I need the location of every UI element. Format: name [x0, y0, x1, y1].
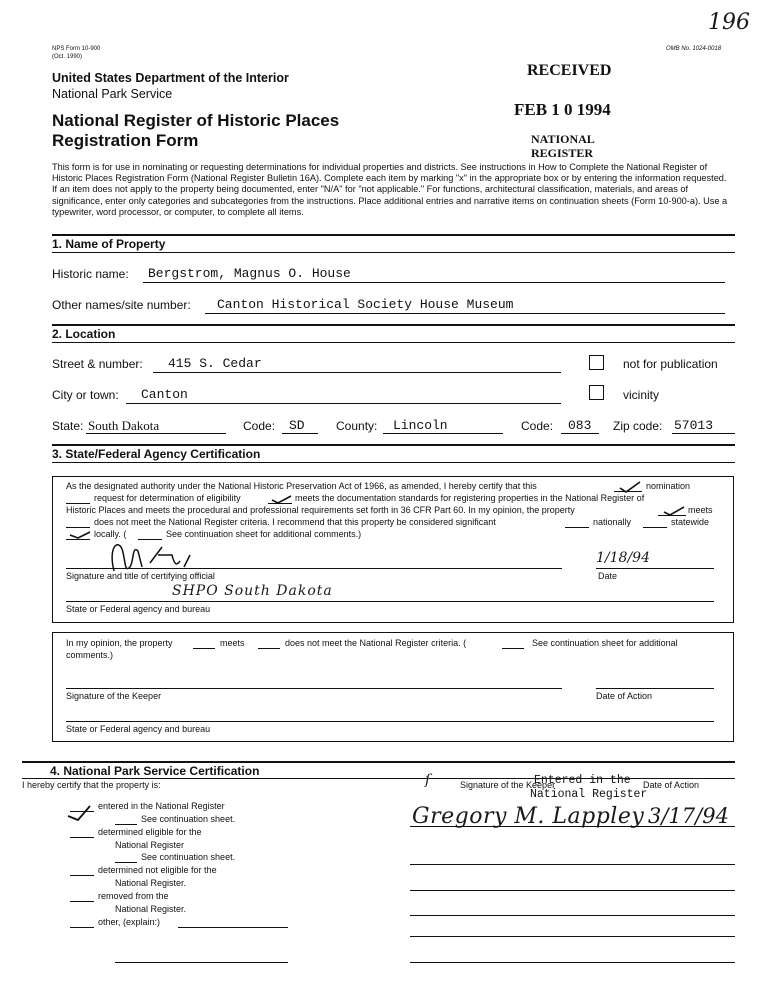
- vicinity-label: vicinity: [623, 388, 660, 402]
- removed-blank[interactable]: [70, 901, 94, 902]
- historic-name-value[interactable]: Bergstrom, Magnus O. House: [148, 266, 351, 281]
- cert-meets: meets: [688, 505, 713, 515]
- other-explain-line[interactable]: [178, 927, 288, 928]
- city-label: City or town:: [52, 388, 119, 402]
- department: United States Department of the Interior: [52, 71, 289, 85]
- nps-sig-line-1: [410, 826, 735, 827]
- bureau2-line: [66, 721, 714, 722]
- other-names-value[interactable]: Canton Historical Society House Museum: [217, 297, 514, 312]
- nps-sig-line-6: [410, 962, 735, 963]
- cert-signature-line: [66, 568, 562, 569]
- cert-nationally: nationally: [593, 517, 632, 527]
- cert-line-1: As the designated authority under the National Historic Preservation Act of 1966, as amended, I hereby certify that this: [66, 481, 537, 491]
- historic-name-label: Historic name:: [52, 267, 129, 281]
- section-1-heading: 1. Name of Property: [52, 237, 166, 251]
- cert-date-label: Date: [598, 571, 618, 581]
- zip-value[interactable]: 57013: [674, 418, 714, 433]
- county-code-label: Code:: [521, 419, 554, 433]
- date-action-label: Date of Action: [596, 691, 653, 701]
- opinion-comments: comments.): [66, 650, 114, 660]
- cert-bureau-line: [66, 601, 714, 602]
- state-label: State:: [52, 419, 84, 433]
- initials-mark: ſ: [425, 772, 431, 788]
- county-label: County:: [336, 419, 378, 433]
- cert-nomination: nomination: [646, 481, 691, 491]
- zip-label: Zip code:: [613, 419, 663, 433]
- city-value[interactable]: Canton: [141, 387, 188, 402]
- bureau2-label: State or Federal agency and bureau: [66, 724, 211, 734]
- typed-national-register: National Register: [530, 788, 648, 801]
- page-title: National Register of Historic Places: [52, 111, 340, 130]
- entered-blank[interactable]: [70, 811, 94, 812]
- sig-keeper-label: Signature of the Keeper: [460, 780, 556, 790]
- cert-line-2-end: meets the documentation standards for registering properties in the National Register of: [295, 493, 645, 503]
- cert-bureau-label: State or Federal agency and bureau: [66, 604, 211, 614]
- opinion-does-not-meet: does not meet the National Register criteria. (: [285, 638, 467, 648]
- nps-sig-line-2: [410, 864, 735, 865]
- other-names-label: Other names/site number:: [52, 298, 191, 312]
- street-value[interactable]: 415 S. Cedar: [168, 356, 262, 371]
- date-action-line: [596, 688, 714, 689]
- opt-eligible-see: See continuation sheet.: [141, 852, 236, 862]
- opt-entered-see: See continuation sheet.: [141, 814, 236, 824]
- page-annotation: 196: [708, 10, 750, 35]
- opinion-continuation-blank[interactable]: [502, 648, 524, 649]
- section-2-heading: 2. Location: [52, 327, 116, 341]
- opt-eligible-b: National Register: [115, 840, 185, 850]
- typed-entered: Entered in the: [534, 774, 631, 787]
- official-title: SHPO South Dakota: [172, 583, 333, 599]
- date-action-4-label: Date of Action: [643, 780, 700, 790]
- cert-signature-label: Signature and title of certifying official: [66, 571, 215, 581]
- keeper-handwritten-signature: Gregory M. Lappley: [412, 804, 645, 829]
- nps-sig-line-5: [410, 936, 735, 937]
- section-3-heading: 3. State/Federal Agency Certification: [52, 447, 261, 461]
- nps-sig-line-4: [410, 915, 735, 916]
- state-code-value[interactable]: SD: [289, 418, 305, 433]
- entered-continuation-blank[interactable]: [115, 824, 137, 825]
- opt-not-eligible-a: determined not eligible for the: [98, 865, 217, 875]
- other-blank[interactable]: [70, 927, 94, 928]
- form-number: NPS Form 10-900: [52, 46, 101, 52]
- received-stamp: RECEIVED: [527, 62, 612, 79]
- state-code-label: Code:: [243, 419, 276, 433]
- street-label: Street & number:: [52, 357, 143, 371]
- eligible-continuation-blank[interactable]: [115, 862, 137, 863]
- intro-text: This form is for use in nominating or requesting determinations for individual properties and districts. See instructions in How to Complete the National Register of Historic Places Registration Form (National Register Bulletin 16A). Complete each item by marking "x" in the appropriate box or by entering the information requested. If an item does not apply to the property being documented, enter "N/A" for "not applicable." For functions, architectural classification, materials, and areas of significance, enter only categories and subcategories from the instructions. Place additional entries and narrative items on continuation sheets (Form 10-900-a). Use a typewriter, word processor, or computer, to complete all items.: [52, 162, 728, 217]
- opinion-line-1: In my opinion, the property: [66, 638, 173, 648]
- cert-line-3: Historic Places and meets the procedural and professional requirements set forth in 36 CFR Part 60. In my opinion, the property: [66, 505, 575, 515]
- divider: [22, 761, 735, 763]
- section-4-heading: 4. National Park Service Certification: [50, 764, 260, 778]
- county-value[interactable]: Lincoln: [393, 418, 448, 433]
- opt-entered: entered in the National Register: [98, 801, 225, 811]
- opt-removed-a: removed from the: [98, 891, 169, 901]
- register-stamp: REGISTER: [531, 146, 594, 160]
- page-subtitle: Registration Form: [52, 131, 199, 150]
- opt-removed-b: National Register.: [115, 904, 187, 914]
- cert-line-2: request for determination of eligibility: [94, 493, 241, 503]
- opinion-meets-blank[interactable]: [193, 648, 215, 649]
- national-stamp: NATIONAL: [531, 132, 595, 146]
- opinion-see-continuation: See continuation sheet for additional: [532, 638, 678, 648]
- opt-other: other, (explain:): [98, 917, 161, 927]
- certify-label: I hereby certify that the property is:: [22, 780, 161, 790]
- not-eligible-blank[interactable]: [70, 875, 94, 876]
- keeper-handwritten-date: 3/17/94: [648, 804, 729, 828]
- other-explain-line-2[interactable]: [115, 962, 288, 963]
- keeper-signature-line: [66, 688, 562, 689]
- keeper-signature-label: Signature of the Keeper: [66, 691, 162, 701]
- cert-locally: locally. (: [94, 529, 127, 539]
- service: National Park Service: [52, 87, 173, 101]
- omb-number: OMB No. 1024-0018: [666, 46, 722, 52]
- not-for-publication-label: not for publication: [623, 357, 718, 371]
- opinion-not-meets-blank[interactable]: [258, 648, 280, 649]
- cert-line-4: does not meet the National Register criteria. I recommend that this property be considered significant: [94, 517, 496, 527]
- cert-statewide: statewide: [671, 517, 710, 527]
- county-code-value[interactable]: 083: [568, 418, 592, 433]
- received-date-stamp: FEB 1 0 1994: [514, 100, 611, 119]
- cert-date-line: [596, 568, 714, 569]
- opt-eligible-a: determined eligible for the: [98, 827, 202, 837]
- eligible-blank[interactable]: [70, 837, 94, 838]
- nps-sig-line-3: [410, 890, 735, 891]
- cert-line-5: See continuation sheet for additional comments.): [166, 529, 362, 539]
- cert-date-value: 1/18/94: [596, 550, 650, 566]
- state-value[interactable]: South Dakota: [88, 418, 160, 433]
- form-date: (Oct. 1990): [52, 54, 83, 60]
- opinion-meets: meets: [220, 638, 245, 648]
- opt-not-eligible-b: National Register.: [115, 878, 187, 888]
